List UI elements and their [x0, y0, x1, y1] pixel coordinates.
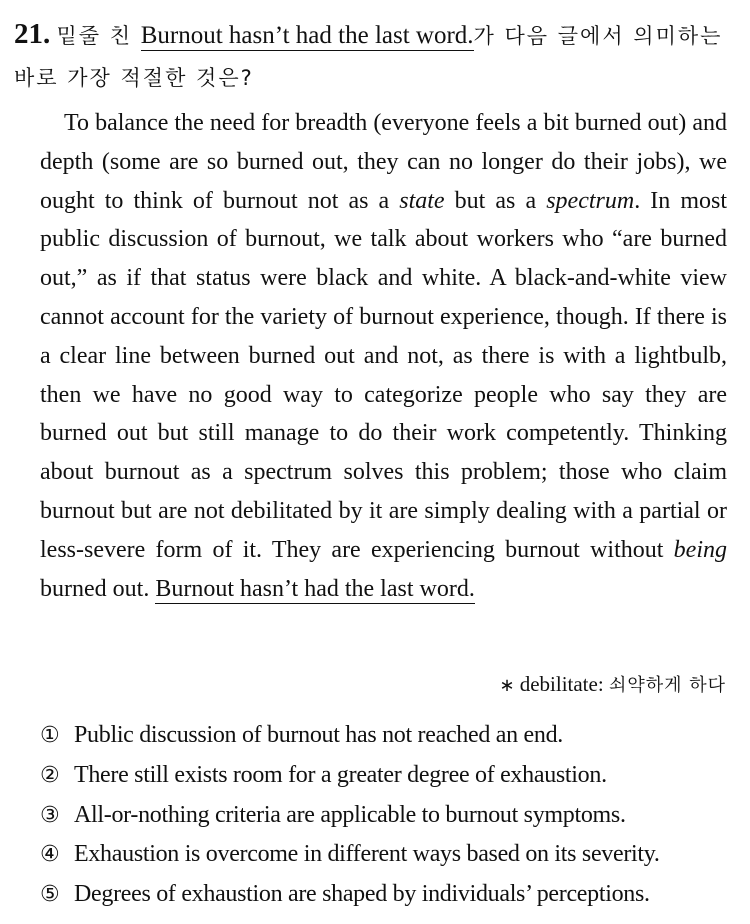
footnote-asterisk: ∗: [499, 675, 515, 696]
option-marker: ①: [40, 723, 60, 748]
question-header: [14, 14, 734, 99]
option-marker: ③: [40, 802, 60, 828]
footnote: [499, 668, 726, 702]
option-text: There still exists room for a greater degree of exhaustion.: [74, 761, 607, 788]
passage-text-1: To balance the need for breadth (everyone feels a bit burned out) and depth (some are so burned out, they can no longer do their jobs), we ought to think of burnout not as a: [40, 110, 727, 214]
question-prompt-after: 가 다음 글에서 의미하는 바로 가장 적절한 것은?: [14, 24, 723, 90]
question-prompt-underlined: Burnout hasn’t had the last word.: [140, 22, 474, 49]
option-marker: ⑤: [40, 882, 60, 908]
answer-options: [40, 716, 740, 915]
answer-option[interactable]: [40, 756, 740, 796]
question-number: 21.: [14, 18, 51, 50]
option-text: Public discussion of burnout has not reached an end.: [74, 722, 563, 748]
passage-text-2: but as a: [444, 187, 547, 214]
option-marker: ④: [40, 842, 60, 868]
passage-underlined-sentence: Burnout hasn’t had the last word.: [155, 575, 475, 602]
passage-text-4: burned out.: [40, 575, 156, 602]
footnote-meaning: 쇠약하게 하다: [608, 675, 726, 696]
passage-italic-spectrum: spectrum: [546, 187, 635, 214]
option-text: All-or-nothing criteria are applicable to burnout symptoms.: [74, 801, 626, 828]
answer-option[interactable]: [40, 875, 740, 915]
passage-italic-being: being: [673, 536, 727, 563]
option-text: Degrees of exhaustion are shaped by individuals’ perceptions.: [74, 881, 650, 908]
answer-option[interactable]: [40, 796, 740, 836]
option-text: Exhaustion is overcome in different ways based on its severity.: [74, 841, 660, 868]
option-marker: ②: [40, 762, 60, 788]
passage-text-3: . In most public discussion of burnout, we talk about workers who “are burned out,” as if that status were black and white. A black-and-white view cannot account for the variety of burnout experience, though. If there is a clear line between burned out and not, as there is with a lightbulb, then we have no good way to categorize people who say they are burned out but still manage to do their work competently. Thinking about burnout as a spectrum solves this problem; those who claim burnout but are not debilitated by it are simply dealing with a partial or less-severe form of it. They are experiencing burnout without: [40, 187, 728, 563]
footnote-term: debilitate:: [514, 672, 609, 696]
reading-passage: [40, 104, 727, 608]
answer-option[interactable]: [40, 716, 740, 756]
question-prompt-before: 밑줄 친: [56, 24, 141, 48]
passage-italic-state: state: [399, 187, 445, 214]
answer-option[interactable]: [40, 835, 740, 875]
